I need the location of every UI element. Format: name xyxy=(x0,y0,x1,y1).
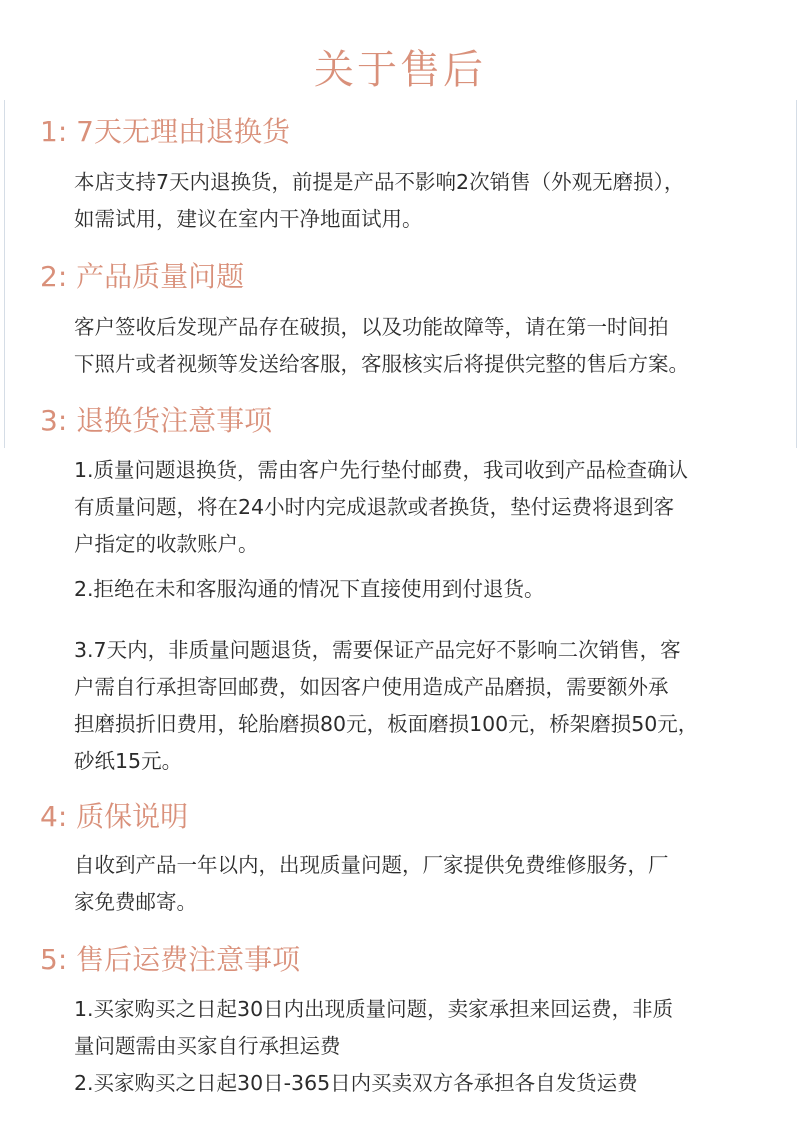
text-line: 自收到产品一年以内，出现质量问题，厂家提供免费维修服务，厂 xyxy=(74,853,669,877)
section-paragraph-return-policy xyxy=(74,164,794,238)
left-border-line xyxy=(4,100,5,448)
section-paragraph-quality-issues xyxy=(74,309,794,383)
text-line: 3.7天内，非质量问题退货，需要保证产品完好不影响二次销售，客 xyxy=(74,638,681,662)
text-line: 如需试用，建议在室内干净地面试用。 xyxy=(74,207,423,231)
text-line: 下照片或者视频等发送给客服，客服核实后将提供完整的售后方案。 xyxy=(74,352,689,376)
text-line: 2.买家购买之日起30日-365日内买卖双方各承担各自发货运费 xyxy=(74,1071,638,1095)
section-paragraph-exchange-note-1 xyxy=(74,452,794,563)
section-heading-warranty: 4: 质保说明 xyxy=(40,800,189,833)
right-border-line xyxy=(796,100,797,448)
text-line: 户指定的收款账户。 xyxy=(74,532,259,556)
text-line: 2.拒绝在未和客服沟通的情况下直接使用到付退货。 xyxy=(74,577,545,601)
text-line: 家免费邮寄。 xyxy=(74,890,197,914)
text-line: 担磨损折旧费用，轮胎磨损80元，板面磨损100元，桥架磨损50元， xyxy=(74,712,699,736)
text-line: 1.质量问题退换货，需由客户先行垫付邮费，我司收到产品检查确认 xyxy=(74,458,689,482)
section-paragraph-shipping-fees xyxy=(74,991,794,1102)
section-paragraph-warranty xyxy=(74,847,794,921)
section-heading-return-policy: 1: 7天无理由退换货 xyxy=(40,115,290,148)
text-line: 有质量问题，将在24小时内完成退款或者换货，垫付运费将退到客 xyxy=(74,495,675,519)
section-heading-shipping-fees: 5: 售后运费注意事项 xyxy=(40,943,301,976)
section-paragraph-exchange-note-2 xyxy=(74,571,794,608)
text-line: 客户签收后发现产品存在破损，以及功能故障等，请在第一时间拍 xyxy=(74,315,669,339)
text-line: 本店支持7天内退换货，前提是产品不影响2次销售（外观无磨损）， xyxy=(74,170,685,194)
text-line: 1.买家购买之日起30日内出现质量问题，卖家承担来回运费，非质 xyxy=(74,997,674,1021)
text-line: 量问题需由买家自行承担运费 xyxy=(74,1034,341,1058)
section-heading-quality-issues: 2: 产品质量问题 xyxy=(40,260,245,293)
section-heading-exchange-notes: 3: 退换货注意事项 xyxy=(40,404,273,437)
text-line: 砂纸15元。 xyxy=(74,749,183,773)
page-title: 关于售后 xyxy=(314,47,486,93)
text-line: 户需自行承担寄回邮费，如因客户使用造成产品磨损，需要额外承 xyxy=(74,675,669,699)
section-paragraph-exchange-note-3 xyxy=(74,632,794,780)
